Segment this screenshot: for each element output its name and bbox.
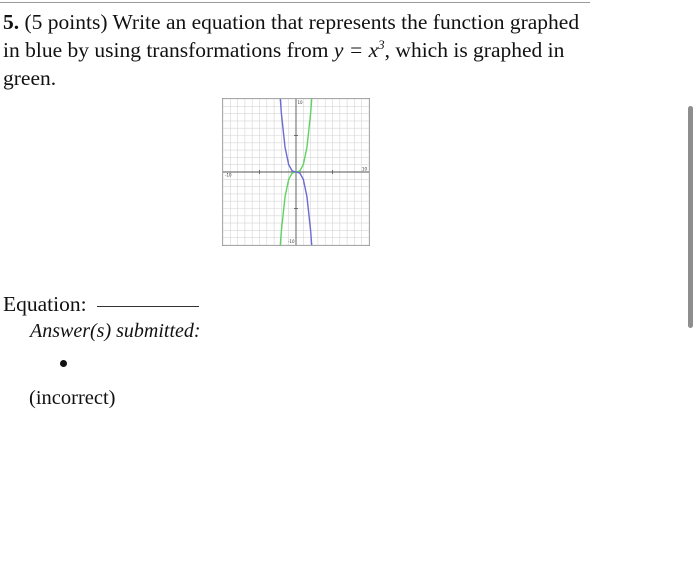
- vertical-scrollbar[interactable]: [688, 106, 693, 328]
- question-intro: (5 points) Write an equation that represents the function graphed in blue by using transformations from: [3, 10, 580, 62]
- x-max-tick-label: 10: [361, 166, 367, 172]
- question-number: 5.: [3, 10, 20, 34]
- equation-answer-field[interactable]: [97, 306, 199, 307]
- math-exponent: 3: [378, 36, 385, 52]
- top-divider: [0, 2, 590, 3]
- math-expression: [334, 38, 385, 62]
- question-text: [3, 8, 598, 92]
- function-graph: [222, 98, 370, 246]
- graph-svg: [222, 98, 370, 246]
- equation-row: [3, 290, 199, 318]
- answer-status: (incorrect): [29, 387, 116, 409]
- submitted-answer-bullet: [60, 360, 67, 367]
- x-min-tick-label: -10: [225, 172, 232, 178]
- y-min-tick-label: -10: [287, 239, 295, 244]
- question-ending: , which is graphed in green.: [3, 38, 565, 90]
- equation-label: Equation:: [3, 292, 87, 316]
- y-max-tick-label: 10: [297, 100, 303, 105]
- answers-submitted-label: Answer(s) submitted:: [30, 320, 201, 342]
- math-base: y = x: [333, 38, 379, 62]
